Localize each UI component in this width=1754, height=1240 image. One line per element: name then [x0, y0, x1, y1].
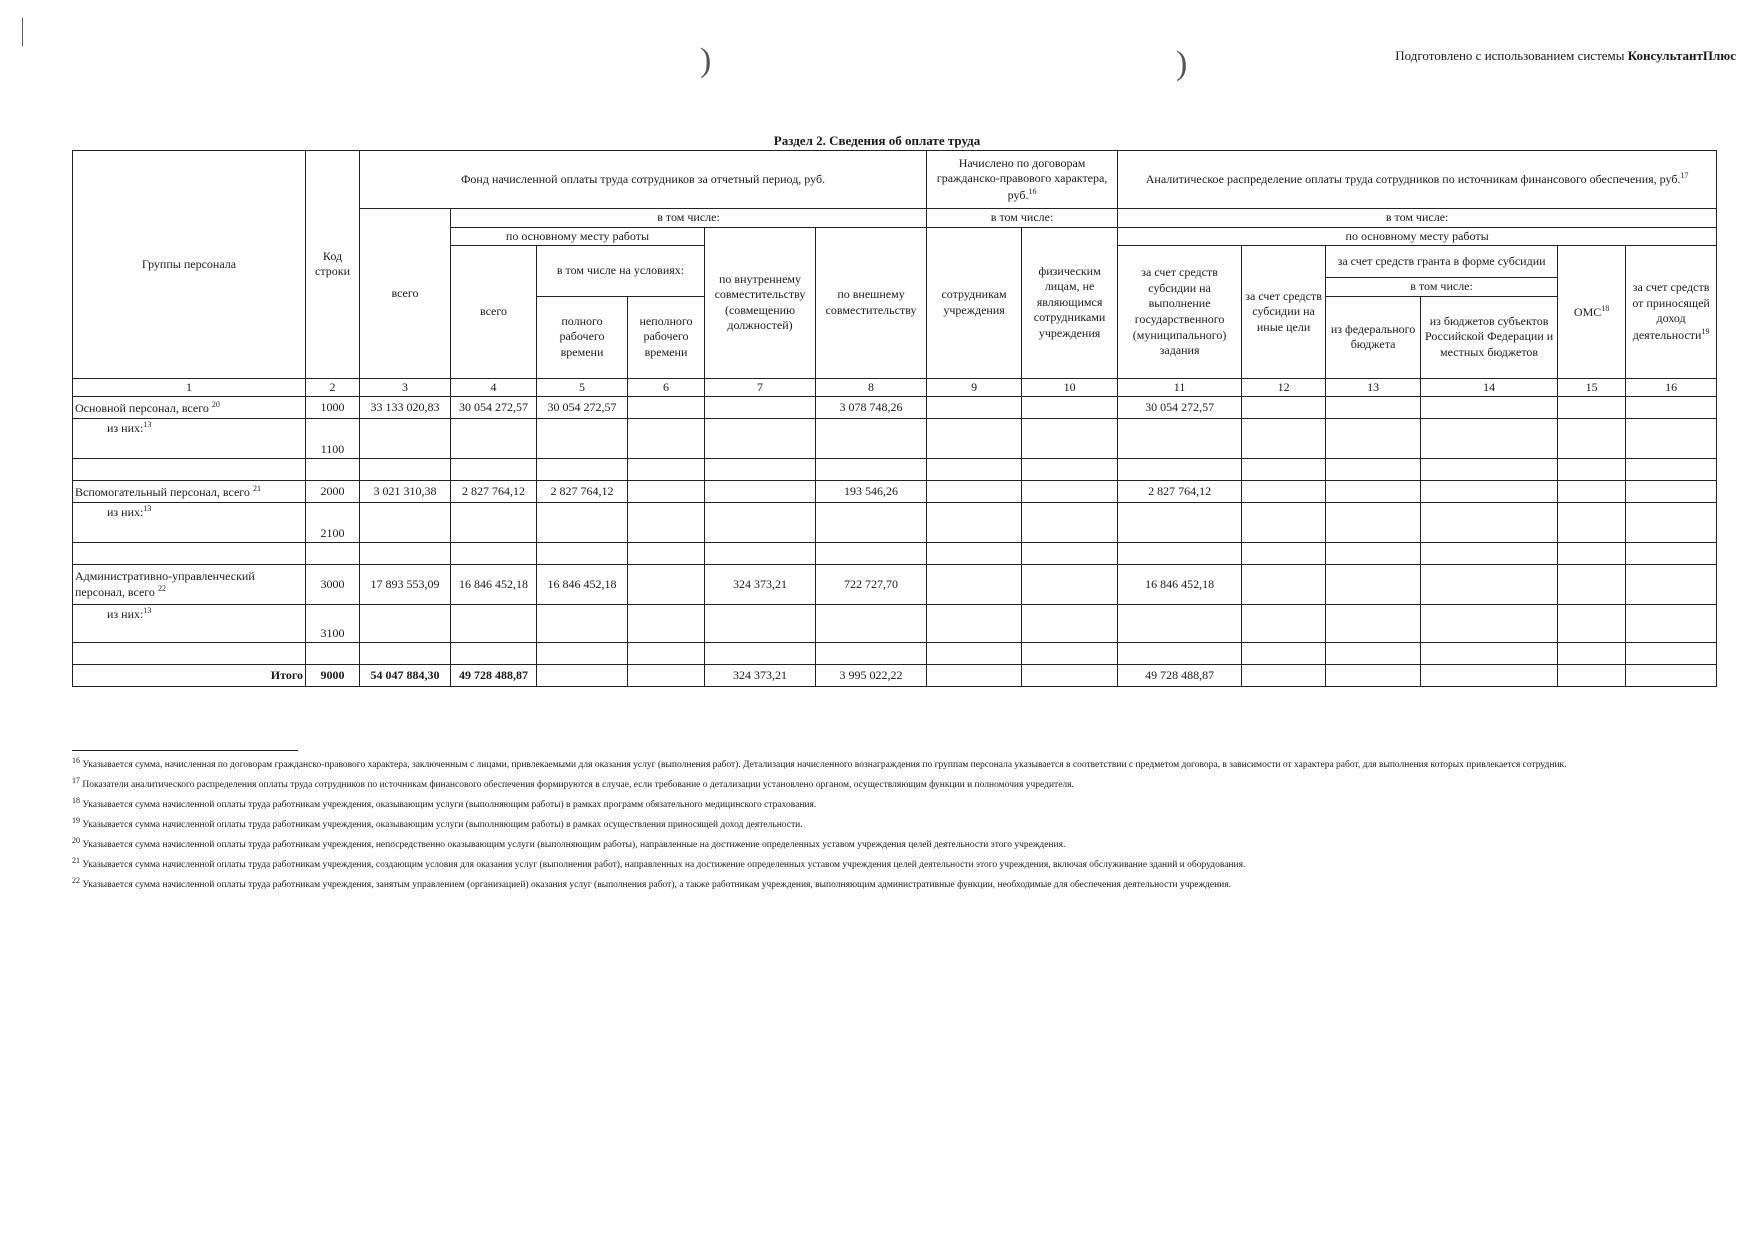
cell-c5: 30 054 272,57 — [537, 397, 628, 419]
table-row — [73, 503, 1717, 543]
salary-table-wrapper — [72, 150, 1712, 687]
salary-table — [72, 150, 1717, 687]
header-external: по внешнему совместительству — [816, 227, 927, 378]
cell-c6 — [628, 397, 705, 419]
cell-c9 — [927, 665, 1022, 687]
cell-c15 — [1558, 397, 1626, 419]
cell-c4: 49 728 488,87 — [451, 665, 537, 687]
table-row-total — [73, 665, 1717, 687]
top-note-brand: КонсультантПлюс — [1627, 48, 1736, 63]
cell-c9 — [927, 397, 1022, 419]
header-oms: ОМС$^{18}$ — [1558, 246, 1626, 379]
cell-c8: 193 546,26 — [816, 481, 927, 503]
header-analytic: Аналитическое распределение оплаты труда сотрудников по источникам финансового обеспечения, руб.$^{17}$ — [1118, 151, 1717, 209]
header-code: Код строки — [306, 151, 360, 379]
row-label-total: Итого — [73, 665, 306, 687]
footnotes — [72, 750, 1672, 894]
header-fund-total: всего — [360, 209, 451, 379]
cell-c11: 49 728 488,87 — [1118, 665, 1242, 687]
row-sub-label: из них:$^{13}$ — [73, 503, 306, 543]
col-number: 9 — [927, 378, 1022, 397]
table-row — [73, 459, 1717, 481]
cell-c3: 3 021 310,38 — [360, 481, 451, 503]
footnote: $^{18}$ Указывается сумма начисленной оплаты труда работникам учреждения, оказывающим услуги (выполняющим работы) в рамках программ обязательного медицинского страхования. — [72, 795, 817, 810]
header-analytic-main-place: по основному месту работы — [1118, 227, 1717, 246]
row-label: Административно-управленческий персонал, всего $^{22}$ — [73, 565, 306, 605]
scan-paren-right: ) — [1176, 45, 1188, 82]
row-code: 1100 — [306, 419, 360, 459]
header-regional: из бюджетов субъектов Российской Федерации и местных бюджетов — [1421, 296, 1558, 378]
header-main-place: по основному месту работы — [451, 227, 705, 246]
col-number: 10 — [1022, 378, 1118, 397]
col-number: 2 — [306, 378, 360, 397]
row-code: 3100 — [306, 605, 360, 643]
table-row — [73, 605, 1717, 643]
col-number: 15 — [1558, 378, 1626, 397]
scan-mark — [22, 18, 23, 46]
header-internal: по внутреннему совместительству (совмещению должностей) — [705, 227, 816, 378]
header-employees: сотрудникам учреждения — [927, 227, 1022, 378]
footnote: $^{17}$ Показатели аналитического распределения оплаты труда сотрудников по источникам финансового обеспечения формируются в случае, если требование о детализации установлено органом, осуществляющим функции и полномочия учредителя. — [72, 775, 1074, 791]
cell-c14 — [1421, 397, 1558, 419]
footnote: $^{20}$ Указывается сумма начисленной оплаты труда работникам учреждения, непосредственно оказывающим услуги (выполняющим работы), направленные на достижение определенных уставом учреждения целей деятельности этого учреждения. — [72, 835, 1066, 850]
cell-c10 — [1022, 481, 1118, 503]
col-number: 1 — [73, 378, 306, 397]
col-number: 14 — [1421, 378, 1558, 397]
row-code: 2100 — [306, 503, 360, 543]
cell-c3: 17 893 553,09 — [360, 565, 451, 605]
cell-c3: 54 047 884,30 — [360, 665, 451, 687]
cell-c6 — [628, 565, 705, 605]
cell-c8: 722 727,70 — [816, 565, 927, 605]
cell-c9 — [927, 565, 1022, 605]
cell-c10 — [1022, 397, 1118, 419]
column-numbers-row — [73, 378, 1717, 397]
cell-c4: 30 054 272,57 — [451, 397, 537, 419]
section-title: Раздел 2. Сведения об оплате труда — [773, 133, 981, 148]
cell-c5: 16 846 452,18 — [537, 565, 628, 605]
header-grant-incl: в том числе: — [1326, 278, 1558, 297]
table-row — [73, 419, 1717, 459]
cell-c8: 3 995 022,22 — [816, 665, 927, 687]
header-main-total: всего — [451, 246, 537, 379]
row-code: 9000 — [306, 665, 360, 687]
cell-c12 — [1242, 397, 1326, 419]
cell-c7 — [705, 481, 816, 503]
cell-c16 — [1626, 397, 1717, 419]
col-number: 13 — [1326, 378, 1421, 397]
table-row — [73, 643, 1717, 665]
cell-c11: 2 827 764,12 — [1118, 481, 1242, 503]
col-number: 8 — [816, 378, 927, 397]
col-number: 3 — [360, 378, 451, 397]
row-code: 3000 — [306, 565, 360, 605]
cell-c4: 2 827 764,12 — [451, 481, 537, 503]
cell-c8: 3 078 748,26 — [816, 397, 927, 419]
col-number: 16 — [1626, 378, 1717, 397]
cell-c11: 16 846 452,18 — [1118, 565, 1242, 605]
header-subsidy-other: за счет средств субсидии на иные цели — [1242, 246, 1326, 379]
cell-c9 — [927, 481, 1022, 503]
cell-c5: 2 827 764,12 — [537, 481, 628, 503]
footnote: $^{21}$ Указывается сумма начисленной оплаты труда работникам учреждения, создающим условия для оказания услуг (выполнения работ), направленных на достижение определенных уставом учреждения целей деятельности этого учреждения, включая обслуживание зданий и оборудования. — [72, 855, 1246, 870]
row-label: Вспомогательный персонал, всего $^{21}$ — [73, 481, 306, 503]
header-incl-cond: в том числе на условиях: — [537, 246, 705, 297]
header-analytic-incl: в том числе: — [1118, 209, 1717, 228]
header-gpd-incl: в том числе: — [927, 209, 1118, 228]
cell-c6 — [628, 481, 705, 503]
header-grant: за счет средств гранта в форме субсидии — [1326, 246, 1558, 278]
cell-c7: 324 373,21 — [705, 665, 816, 687]
cell-c4: 16 846 452,18 — [451, 565, 537, 605]
header-full-time: полного рабочего времени — [537, 296, 628, 378]
header-individuals: физическим лицам, не являющимся сотрудниками учреждения — [1022, 227, 1118, 378]
footnote: $^{19}$ Указывается сумма начисленной оплаты труда работникам учреждения, оказывающим услуги (выполняющим работы) в рамках осуществления приносящей доход деятельности. — [72, 815, 803, 830]
row-sub-label: из них:$^{13}$ — [73, 605, 306, 643]
table-row — [73, 397, 1717, 419]
row-sub-label: из них:$^{13}$ — [73, 419, 306, 459]
row-code: 1000 — [306, 397, 360, 419]
table-row — [73, 543, 1717, 565]
header-fund-incl: в том числе: — [451, 209, 927, 228]
cell-c10 — [1022, 565, 1118, 605]
header-fund: Фонд начисленной оплаты труда сотрудников за отчетный период, руб. — [360, 151, 927, 209]
cell-c5 — [537, 665, 628, 687]
cell-c11: 30 054 272,57 — [1118, 397, 1242, 419]
footnote: $^{22}$ Указывается сумма начисленной оплаты труда работникам учреждения, занятым управлением (организацией) оказания услуг (выполнения работ), а также работникам учреждения, выполняющим административные функции, необходимые для обеспечения деятельности учреждения. — [72, 875, 1231, 890]
header-subsidy-task: за счет средств субсидии на выполнение государственного (муниципального) задания — [1118, 246, 1242, 379]
scan-paren-left: ) — [700, 42, 712, 79]
table-row — [73, 565, 1717, 605]
col-number: 7 — [705, 378, 816, 397]
cell-c10 — [1022, 665, 1118, 687]
row-label: Основной персонал, всего $^{20}$ — [73, 397, 306, 419]
col-number: 4 — [451, 378, 537, 397]
footnote: $^{16}$ Указывается сумма, начисленная по договорам гражданско-правового характера, заключенным с лицами, привлекаемыми для оказания услуг (выполнения работ). Детализация начисленного вознаграждения по группам персонала указывается в соответствии с предметом договора, в зависимости от характера работ, для выполнения которых привлекается сотрудник. — [72, 756, 1567, 771]
row-code: 2000 — [306, 481, 360, 503]
cell-c13 — [1326, 397, 1421, 419]
col-number: 5 — [537, 378, 628, 397]
cell-c7 — [705, 397, 816, 419]
col-number: 6 — [628, 378, 705, 397]
footnote-rule — [72, 750, 298, 751]
col-number: 12 — [1242, 378, 1326, 397]
header-groups: Группы персонала — [73, 151, 306, 379]
cell-c3: 33 133 020,83 — [360, 397, 451, 419]
cell-c6 — [628, 665, 705, 687]
table-row — [73, 481, 1717, 503]
header-income: за счет средств от приносящей доход деятельности$^{19}$ — [1626, 246, 1717, 379]
header-part-time: неполного рабочего времени — [628, 296, 705, 378]
col-number: 11 — [1118, 378, 1242, 397]
header-federal: из федерального бюджета — [1326, 296, 1421, 378]
cell-c7: 324 373,21 — [705, 565, 816, 605]
header-gpd: Начислено по договорам гражданско-правового характера, руб.$^{16}$ — [927, 151, 1118, 209]
top-note: Подготовлено с использованием системы КонсультантПлюс — [1395, 48, 1736, 63]
